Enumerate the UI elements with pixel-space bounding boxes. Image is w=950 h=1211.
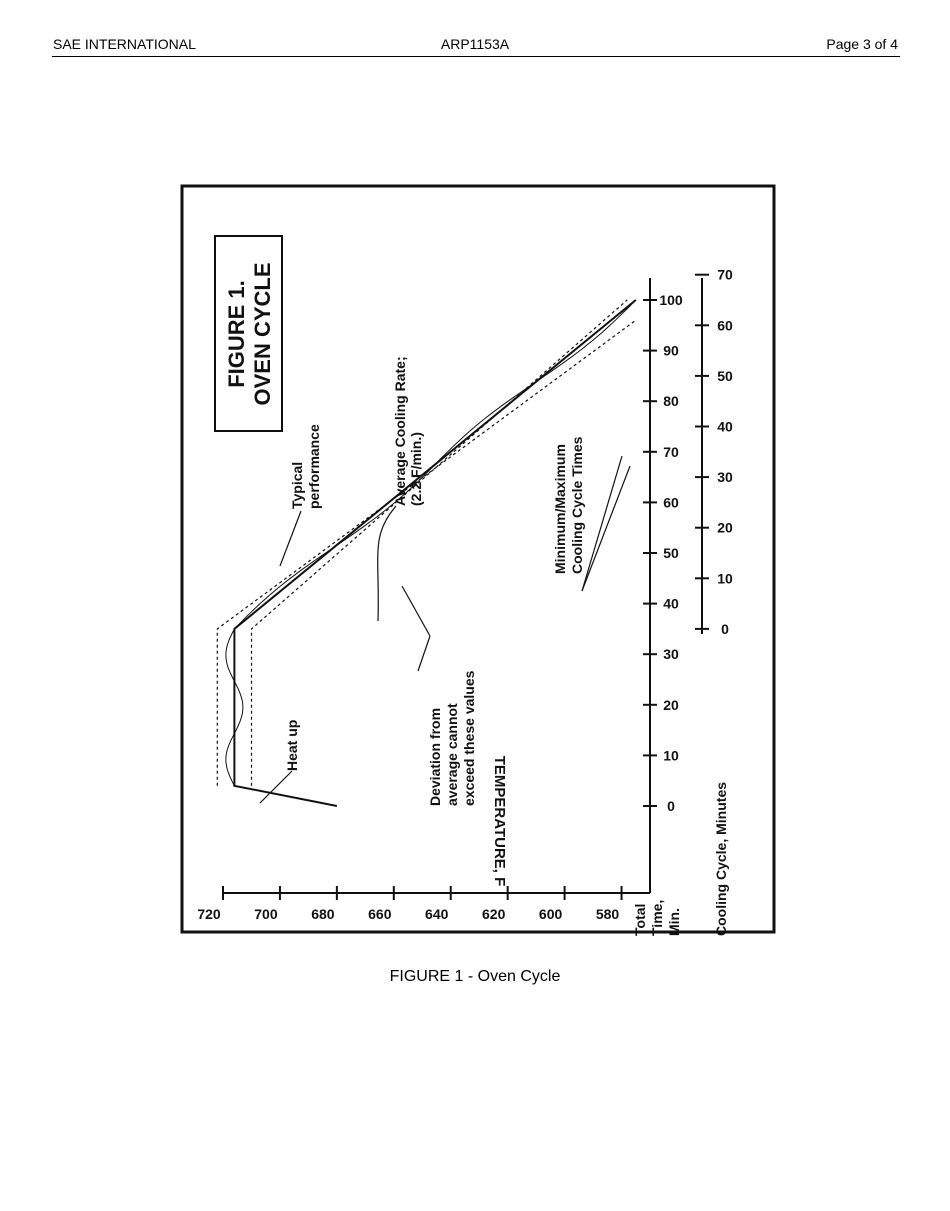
- temp-tick-label: 640: [425, 906, 449, 922]
- temp-tick-label: 620: [481, 906, 506, 922]
- annotation-avg-rate-line1: Average Cooling Rate;: [392, 356, 408, 506]
- annotation-typical-line2: performance: [306, 424, 322, 509]
- figure-title-line1: FIGURE 1.: [224, 280, 249, 388]
- header-rule: [52, 56, 900, 57]
- header-doc-id: ARP1153A: [440, 36, 510, 52]
- temp-tick-label: 680: [311, 906, 335, 922]
- cooling-tick-label: 70: [717, 266, 733, 283]
- x-axis-label-line3: Min.: [666, 908, 682, 936]
- x-axis-label-line2: Time,: [649, 899, 665, 936]
- cooling-tick-label: 60: [717, 317, 733, 334]
- temp-tick-label: 720: [197, 906, 221, 922]
- oven-cycle-figure: [180, 184, 776, 936]
- annotation-typical-line1: Typical: [289, 461, 305, 509]
- annotation-minmax-line2: Cooling Cycle Times: [569, 436, 585, 574]
- minmax-pointer-b: [582, 456, 622, 591]
- temp-tick-label: 700: [254, 906, 278, 922]
- time-tick-label: 80: [663, 393, 679, 410]
- time-tick-label: 60: [663, 494, 679, 511]
- time-tick-label: 20: [663, 696, 679, 713]
- rotated-chart: [197, 236, 733, 936]
- cooling-tick-label: 20: [717, 519, 733, 536]
- deviation-pointer-a: [402, 586, 430, 636]
- y-axis-label: TEMPERATURE, F: [491, 755, 508, 887]
- annotation-avg-rate-line2: (2.2 F/min.): [408, 432, 424, 506]
- time-tick-label: 50: [663, 545, 679, 561]
- time-tick-label: 90: [663, 342, 679, 359]
- header-org: SAE INTERNATIONAL: [53, 36, 196, 52]
- time-tick-label: 100: [659, 292, 683, 308]
- figure-caption: FIGURE 1 - Oven Cycle: [389, 968, 561, 985]
- cooling-tick-label: 10: [717, 570, 733, 587]
- annotation-heat-up: Heat up: [284, 719, 300, 771]
- temp-tick-label: 600: [538, 906, 563, 922]
- heat-up-pointer: [260, 771, 292, 803]
- typical-pointer: [280, 511, 301, 566]
- time-tick-label: 0: [667, 798, 675, 814]
- cooling-tick-label: 40: [717, 418, 733, 435]
- header-page: Page 3 of 4: [826, 36, 898, 52]
- annotation-deviation-line3: exceed these values: [461, 670, 477, 806]
- temp-tick-label: 660: [368, 906, 392, 922]
- annotation-deviation-line1: Deviation from: [427, 707, 443, 806]
- deviation-pointer-b: [418, 636, 430, 671]
- cooling-tick-label: 30: [717, 469, 733, 486]
- time-tick-label: 40: [663, 595, 679, 612]
- avg-rate-pointer: [378, 506, 396, 621]
- cooling-tick-label: 50: [717, 367, 733, 384]
- annotation-minmax-line1: Minimum/Maximum: [552, 444, 568, 574]
- minmax-pointer-a: [582, 466, 630, 591]
- time-tick-label: 10: [663, 747, 679, 764]
- temp-tick-label: 580: [595, 906, 620, 922]
- figure-title-line2: OVEN CYCLE: [250, 262, 275, 406]
- cooling-axis-label: Cooling Cycle, Minutes: [713, 781, 729, 936]
- time-tick-label: 70: [663, 443, 679, 460]
- annotation-deviation-line2: average cannot: [444, 703, 460, 806]
- x-axis-label-line1: Total: [632, 903, 648, 936]
- time-tick-label: 30: [663, 646, 679, 663]
- cooling-tick-label: 0: [721, 620, 729, 637]
